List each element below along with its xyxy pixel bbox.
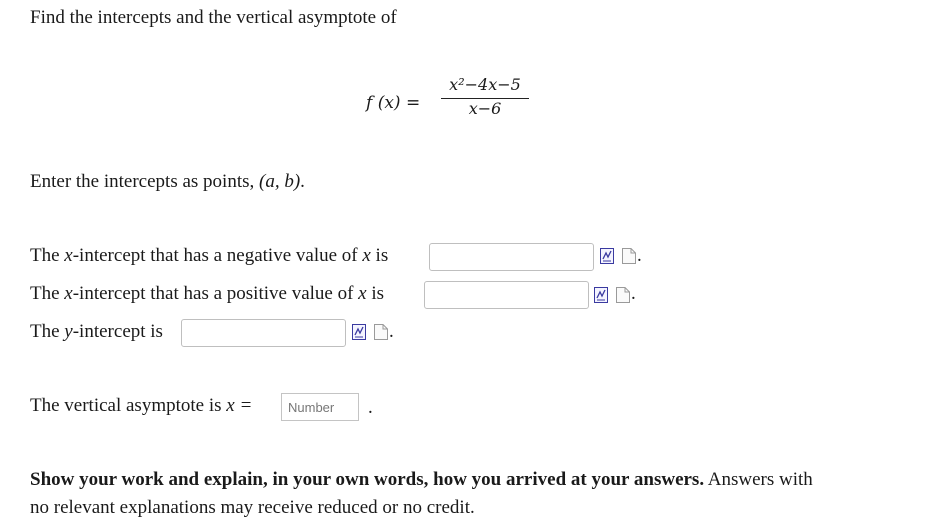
- fraction-denominator: x−6: [468, 99, 502, 118]
- footer-line2: no relevant explanations may receive reduced or no credit.: [30, 497, 475, 518]
- label-part: is: [366, 283, 385, 304]
- pos-x-intercept-input[interactable]: [424, 281, 589, 309]
- equation-editor-icon[interactable]: [352, 324, 366, 340]
- label-part: -intercept that has a negative value of: [72, 245, 363, 266]
- label-var: x =: [226, 395, 253, 416]
- label-var: x: [64, 283, 73, 304]
- label-part: The: [30, 283, 65, 304]
- function-fraction: [437, 74, 533, 119]
- instructions-suffix: .: [300, 171, 305, 192]
- neg-x-intercept-label: [30, 244, 388, 268]
- pos-x-intercept-label: [30, 282, 384, 306]
- label-var: x: [64, 245, 73, 266]
- label-part: is: [370, 245, 389, 266]
- y-intercept-input[interactable]: [181, 319, 346, 347]
- period: .: [389, 321, 394, 342]
- footer-normal-text: Answers with: [704, 469, 813, 490]
- asymptote-number-input[interactable]: Number: [281, 393, 359, 421]
- preview-icon[interactable]: [616, 287, 630, 303]
- neg-x-intercept-input[interactable]: [429, 243, 594, 271]
- instructions: [30, 170, 305, 194]
- asymptote-label: [30, 394, 252, 418]
- equation-editor-icon[interactable]: [600, 248, 614, 264]
- label-var: y: [64, 321, 73, 342]
- period: .: [637, 245, 642, 266]
- footer-line1: [30, 468, 813, 492]
- point-format: (a, b): [259, 171, 301, 192]
- y-intercept-label: [30, 320, 163, 344]
- label-part: The: [30, 245, 65, 266]
- footer-bold-text: Show your work and explain, in your own words, how you arrived at your answers.: [30, 469, 705, 490]
- label-part: -intercept is: [72, 321, 163, 342]
- label-part: The: [30, 321, 65, 342]
- label-part: -intercept that has a positive value of: [72, 283, 359, 304]
- label-var: x: [358, 283, 367, 304]
- label-var: x: [362, 245, 371, 266]
- preview-icon[interactable]: [622, 248, 636, 264]
- period: .: [631, 283, 636, 304]
- function-lhs: f (x) =: [366, 93, 421, 113]
- fraction-numerator: x²−4x−5: [449, 75, 521, 94]
- instructions-prefix: Enter the intercepts as points,: [30, 171, 259, 192]
- problem-intro: Find the intercepts and the vertical asymptote of: [30, 7, 397, 28]
- equation-editor-icon[interactable]: [594, 287, 608, 303]
- period: .: [368, 397, 373, 418]
- label-part: The vertical asymptote is: [30, 395, 227, 416]
- preview-icon[interactable]: [374, 324, 388, 340]
